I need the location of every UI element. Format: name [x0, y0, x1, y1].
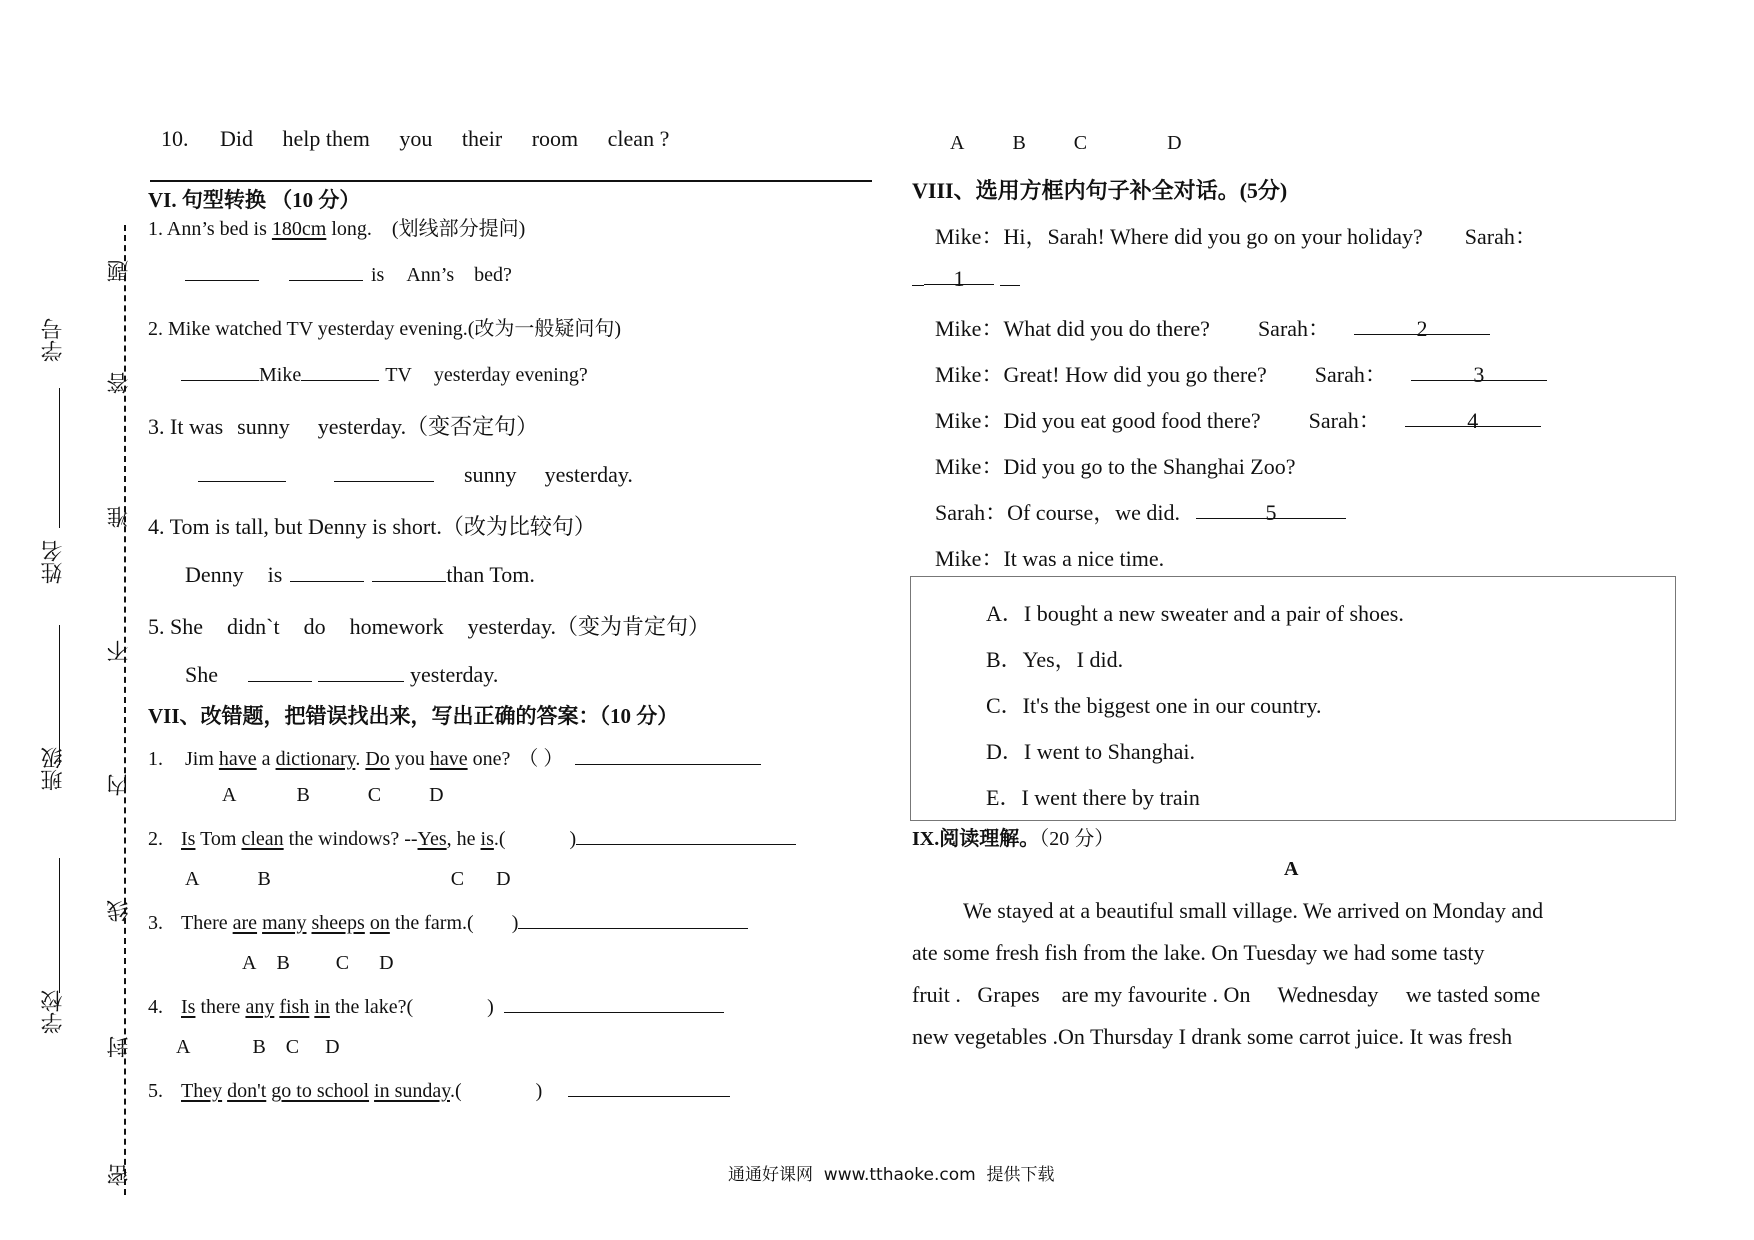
section-vi-title: VI. 句型转换 （10 分） [148, 188, 361, 212]
option-c: C．It's the biggest one in our country. [986, 693, 1322, 718]
vi-q3: 3. It was sunny yesterday.（变否定句） [148, 414, 539, 439]
vii-q1: 1. Jim have a dictionary. Do you have one? （ ） [148, 742, 761, 771]
seal-char: 不 [107, 640, 132, 662]
vi-q5: 5. She didn`t do homework yesterday.（变为肯定句） [148, 614, 711, 639]
section-viii-title: VIII、选用方框内句子补全对话。(5分) [912, 178, 1288, 203]
dialog-line-4: Mike：Did you eat good food there? Sarah： 4 [935, 404, 1541, 435]
vi-q5-answer: She yesterday. [185, 662, 499, 687]
passage-line: We stayed at a beautiful small village. We arrived on Monday and [963, 898, 1544, 923]
label-banji: 班级 [41, 747, 66, 791]
vi-q2: 2. Mike watched TV yesterday evening.(改为一般疑问句) [148, 318, 622, 340]
vi-q3-answer: sunny yesterday. [198, 462, 633, 488]
seal-char: 答 [107, 372, 132, 394]
dialog-line-7: Mike：It was a nice time. [935, 546, 1165, 571]
passage-line: ate some fresh fish from the lake. On Tuesday we had some tasty [912, 940, 1485, 965]
seal-char: 封 [107, 1036, 132, 1058]
dialog-line-5: Mike：Did you go to the Shanghai Zoo? [935, 454, 1296, 479]
label-xuehao: 学号 [41, 318, 66, 362]
vii-q3-letters: A B C D [242, 952, 394, 974]
vii-q4: 4. Is there any fish in the lake?( ) [148, 994, 724, 1019]
vi-q4: 4. Tom is tall, but Denny is short.（改为比较句） [148, 514, 596, 539]
option-b: B．Yes，I did. [986, 647, 1124, 672]
vi-q4-answer: Denny is than Tom. [185, 562, 535, 587]
line-xuehao [59, 388, 60, 528]
line-banji [59, 858, 60, 993]
option-d: D．I went to Shanghai. [986, 739, 1195, 764]
seal-char: 题 [107, 260, 132, 282]
dialog-line-2: Mike：What did you do there? Sarah： 2 [935, 312, 1490, 343]
section-ix-title: IX.阅读理解。（20 分） [912, 828, 1115, 850]
vi-q2-answer: Mike TV yesterday evening? [181, 362, 588, 387]
option-a: A．I bought a new sweater and a pair of shoes. [986, 601, 1404, 626]
vi-q1: 1. Ann’s bed is 180cm long. (划线部分提问) [148, 218, 526, 240]
vii-q1-letters: A B C D [222, 784, 444, 806]
abcd-letters: A B C D [950, 132, 1182, 154]
question-10: 10. Did help them you their room clean ? [161, 126, 670, 151]
vii-q2-letters: A B C D [185, 868, 511, 890]
section-vii-title: VII、改错题，把错误找出来，写出正确的答案：（10 分） [148, 704, 679, 728]
seal-char: 密 [107, 1164, 132, 1186]
seal-char: 线 [107, 900, 132, 922]
vii-q5: 5. They don't go to school in sunday.( ) [148, 1078, 730, 1103]
label-xuexiao: 学校 [41, 990, 66, 1034]
vii-q3: 3. There are many sheeps on the farm.( ) [148, 910, 748, 935]
vii-q2: 2. Is Tom clean the windows? --Yes, he is.( ) [148, 826, 796, 851]
passage-a-heading: A [1284, 858, 1299, 880]
dialog-blank-1: 1 [912, 266, 1020, 292]
vi-q1-answer: is Ann’s bed? [185, 262, 512, 287]
dialog-line-6: Sarah：Of course，we did. 5 [935, 496, 1346, 527]
line-xingming [59, 625, 60, 765]
q10-answer-line [150, 180, 872, 182]
seal-char: 准 [107, 506, 132, 528]
passage-line: new vegetables .On Thursday I drank some carrot juice. It was fresh [912, 1024, 1513, 1049]
option-e: E．I went there by train [986, 785, 1200, 810]
passage-line: fruit . Grapes are my favourite . On Wednesday we tasted some [912, 982, 1541, 1007]
seal-char: 内 [107, 774, 132, 796]
vii-q4-letters: A B C D [176, 1036, 340, 1058]
dialog-line-3: Mike：Great! How did you go there? Sarah： 3 [935, 358, 1547, 389]
dialog-line-1: Mike：Hi，Sarah! Where did you go on your holiday? Sarah： [935, 224, 1537, 249]
label-xingming: 姓名 [41, 540, 66, 584]
footer-text: 通通好课网 www.tthaoke.com 提供下载 [728, 1165, 1055, 1185]
